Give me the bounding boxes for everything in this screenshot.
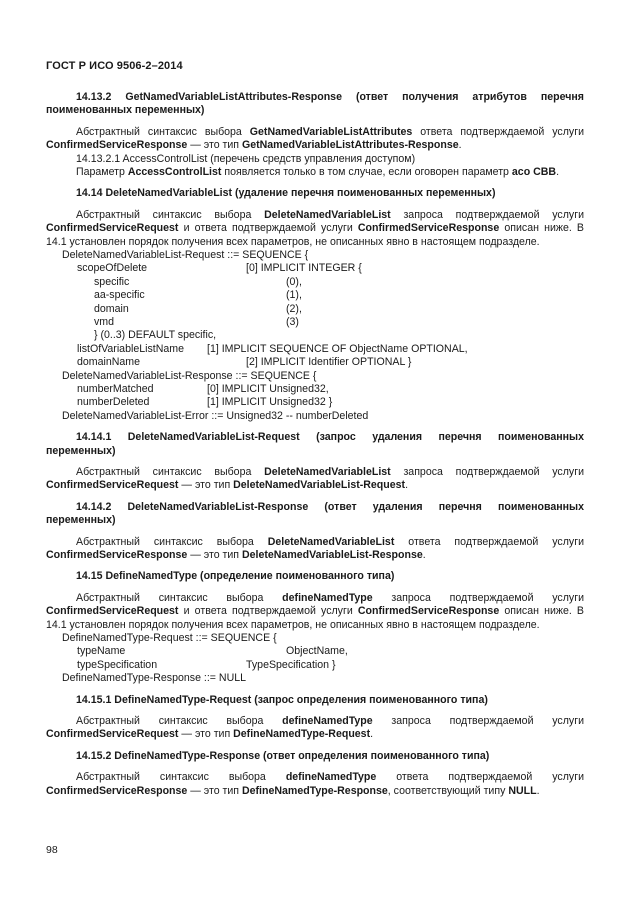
code-line: vmd [94, 316, 115, 329]
code-line: TypeSpecification } [246, 658, 336, 671]
term: ConfirmedServiceResponse [46, 784, 188, 797]
code-line: numberMatched [77, 382, 154, 395]
term: AccessControlList [127, 166, 222, 179]
text-run: Параметр [76, 166, 128, 179]
text-run: ответа подтверждаемой услуги [412, 125, 584, 138]
paragraph-14-13-2 [46, 126, 584, 153]
term: ConfirmedServiceRequest [46, 479, 179, 492]
text-run: . [370, 728, 374, 741]
term: ConfirmedServiceResponse [357, 605, 500, 618]
code-line: domainName [77, 356, 141, 369]
code-line: ObjectName, [286, 645, 348, 658]
text-run: Абстрактный синтаксис выбора [76, 125, 250, 138]
text-run: Абстрактный синтаксис выбора [76, 208, 265, 221]
paragraph-14-14-1 [46, 466, 584, 493]
term: ConfirmedServiceRequest [46, 728, 179, 741]
term: DefineNamedType-Response [241, 784, 388, 797]
text-run: Абстрактный синтаксис выбора [76, 771, 286, 784]
code-line: [1] IMPLICIT Unsigned32 } [207, 396, 333, 409]
text-run: . [536, 784, 540, 797]
term: DeleteNamedVariableList [264, 465, 391, 478]
code-line: listOfVariableListName [77, 342, 184, 355]
text-run: — это тип [187, 548, 242, 561]
term: GetNamedVariableListAttributes [249, 125, 413, 138]
text-run: ответа подтверждаемой услуги [376, 771, 584, 784]
text-run: появляется только в том случае, если оговорен параметр [221, 166, 512, 179]
text-run: запроса подтверждаемой услуги [372, 714, 584, 727]
term: ConfirmedServiceRequest [46, 605, 179, 618]
term: DefineNamedType-Request [233, 728, 371, 741]
code-line: numberDeleted [77, 396, 150, 409]
code-line: [0] IMPLICIT Unsigned32, [207, 382, 329, 395]
asn1-code-block [46, 249, 584, 423]
text-run: Абстрактный синтаксис выбора [76, 714, 283, 727]
paragraph-14-14 [46, 209, 584, 249]
page-number: 98 [46, 844, 58, 856]
heading-14-14-2: 14.14.2 DeleteNamedVariableList-Response (ответ удаления перечня поименованных переменных) [46, 500, 584, 527]
asn1-code-block [46, 632, 584, 686]
term: ConfirmedServiceResponse [357, 222, 500, 235]
text-run: , соответствующий типу [387, 784, 509, 797]
code-line: DeleteNamedVariableList-Error ::= Unsigned32 -- numberDeleted [62, 409, 369, 422]
text-run: запроса подтверждаемой услуги [372, 591, 584, 604]
code-line: typeSpecification [77, 658, 158, 671]
code-line: (0), [286, 275, 302, 288]
code-line: DeleteNamedVariableList-Request ::= SEQUENCE { [62, 249, 309, 262]
heading-14-15: 14.15 DefineNamedType (определение поименованного типа) [76, 570, 395, 583]
paragraph-access-control [46, 166, 584, 179]
code-line: DefineNamedType-Response ::= NULL [62, 672, 247, 685]
text-run: описан ниже. В 14.1 установлен порядок получения всех параметров, не описанных явно в настоящем подразделе. [46, 605, 584, 631]
paragraph-14-15-2 [46, 771, 584, 798]
text-run: описан ниже. В 14.1 установлен порядок получения всех параметров, не описанных явно в настоящем подразделе. [46, 222, 584, 248]
term: defineNamedType [285, 771, 377, 784]
code-line: domain [94, 302, 129, 315]
text-run: Абстрактный синтаксис выбора [76, 535, 268, 548]
code-line: aa-specific [94, 289, 145, 302]
term: aco CBB [511, 166, 557, 179]
text-run: . [405, 479, 409, 492]
heading-14-15-1: 14.15.1 DefineNamedType-Request (запрос определения поименованного типа) [76, 693, 488, 706]
term: GetNamedVariableListAttributes-Response [241, 139, 459, 152]
page-content [46, 89, 584, 798]
code-line: DefineNamedType-Request ::= SEQUENCE { [62, 632, 277, 645]
code-line: [0] IMPLICIT INTEGER { [246, 262, 362, 275]
paragraph-14-15 [46, 592, 584, 632]
standard-header: ГОСТ Р ИСО 9506-2–2014 [46, 60, 183, 72]
text-run: Абстрактный синтаксис выбора [76, 591, 283, 604]
heading-14-14: 14.14 DeleteNamedVariableList (удаление перечня поименованных переменных) [76, 187, 496, 200]
term: ConfirmedServiceResponse [46, 548, 188, 561]
subclause-14-13-2-1: 14.13.2.1 AccessControlList (перечень средств управления доступом) [76, 152, 416, 165]
code-line: [2] IMPLICIT Identifier OPTIONAL } [246, 356, 412, 369]
text-run: и ответа подтверждаемой услуги [178, 222, 358, 235]
text-run: — это тип [178, 479, 234, 492]
paragraph-14-14-2 [46, 536, 584, 563]
term: DeleteNamedVariableList [267, 535, 395, 548]
text-run: запроса подтверждаемой услуги [390, 465, 584, 478]
code-line: (3) [286, 316, 299, 329]
text-run: . [422, 548, 426, 561]
heading-14-14-1: 14.14.1 DeleteNamedVariableList-Request (запрос удаления перечня поименованных переменных) [46, 431, 584, 457]
code-line: typeName [77, 645, 126, 658]
text-run: — это тип [187, 784, 242, 797]
text-run: запроса подтверждаемой услуги [390, 208, 584, 221]
code-line: [1] IMPLICIT SEQUENCE OF ObjectName OPTIONAL, [207, 342, 468, 355]
term: ConfirmedServiceRequest [46, 222, 179, 235]
text-run: — это тип [187, 139, 242, 152]
code-line: (1), [286, 289, 302, 302]
term: defineNamedType [282, 591, 373, 604]
heading-14-13-2: 14.13.2 GetNamedVariableListAttributes-Response (ответ получения атрибутов перечня поименованных переменных) [46, 91, 584, 117]
code-line: specific [94, 275, 130, 288]
term: DeleteNamedVariableList [264, 208, 391, 221]
text-run: . [458, 139, 462, 152]
paragraph-14-15-1 [46, 715, 584, 742]
code-line: DeleteNamedVariableList-Response ::= SEQUENCE { [62, 369, 317, 382]
term: defineNamedType [282, 714, 373, 727]
term: NULL [508, 784, 537, 797]
text-run: и ответа подтверждаемой услуги [178, 605, 358, 618]
term: DeleteNamedVariableList-Request [233, 479, 406, 492]
term: DeleteNamedVariableList-Response [241, 548, 423, 561]
text-run: ответа подтверждаемой услуги [394, 535, 584, 548]
code-line: scopeOfDelete [77, 262, 148, 275]
term: ConfirmedServiceResponse [46, 139, 188, 152]
heading-14-15-2: 14.15.2 DefineNamedType-Response (ответ определения поименованного типа) [76, 749, 490, 762]
text-run: Абстрактный синтаксис выбора [76, 465, 265, 478]
text-run: . [556, 166, 560, 179]
code-line: } (0..3) DEFAULT specific, [94, 329, 217, 342]
text-run: — это тип [178, 728, 234, 741]
code-line: (2), [286, 302, 302, 315]
